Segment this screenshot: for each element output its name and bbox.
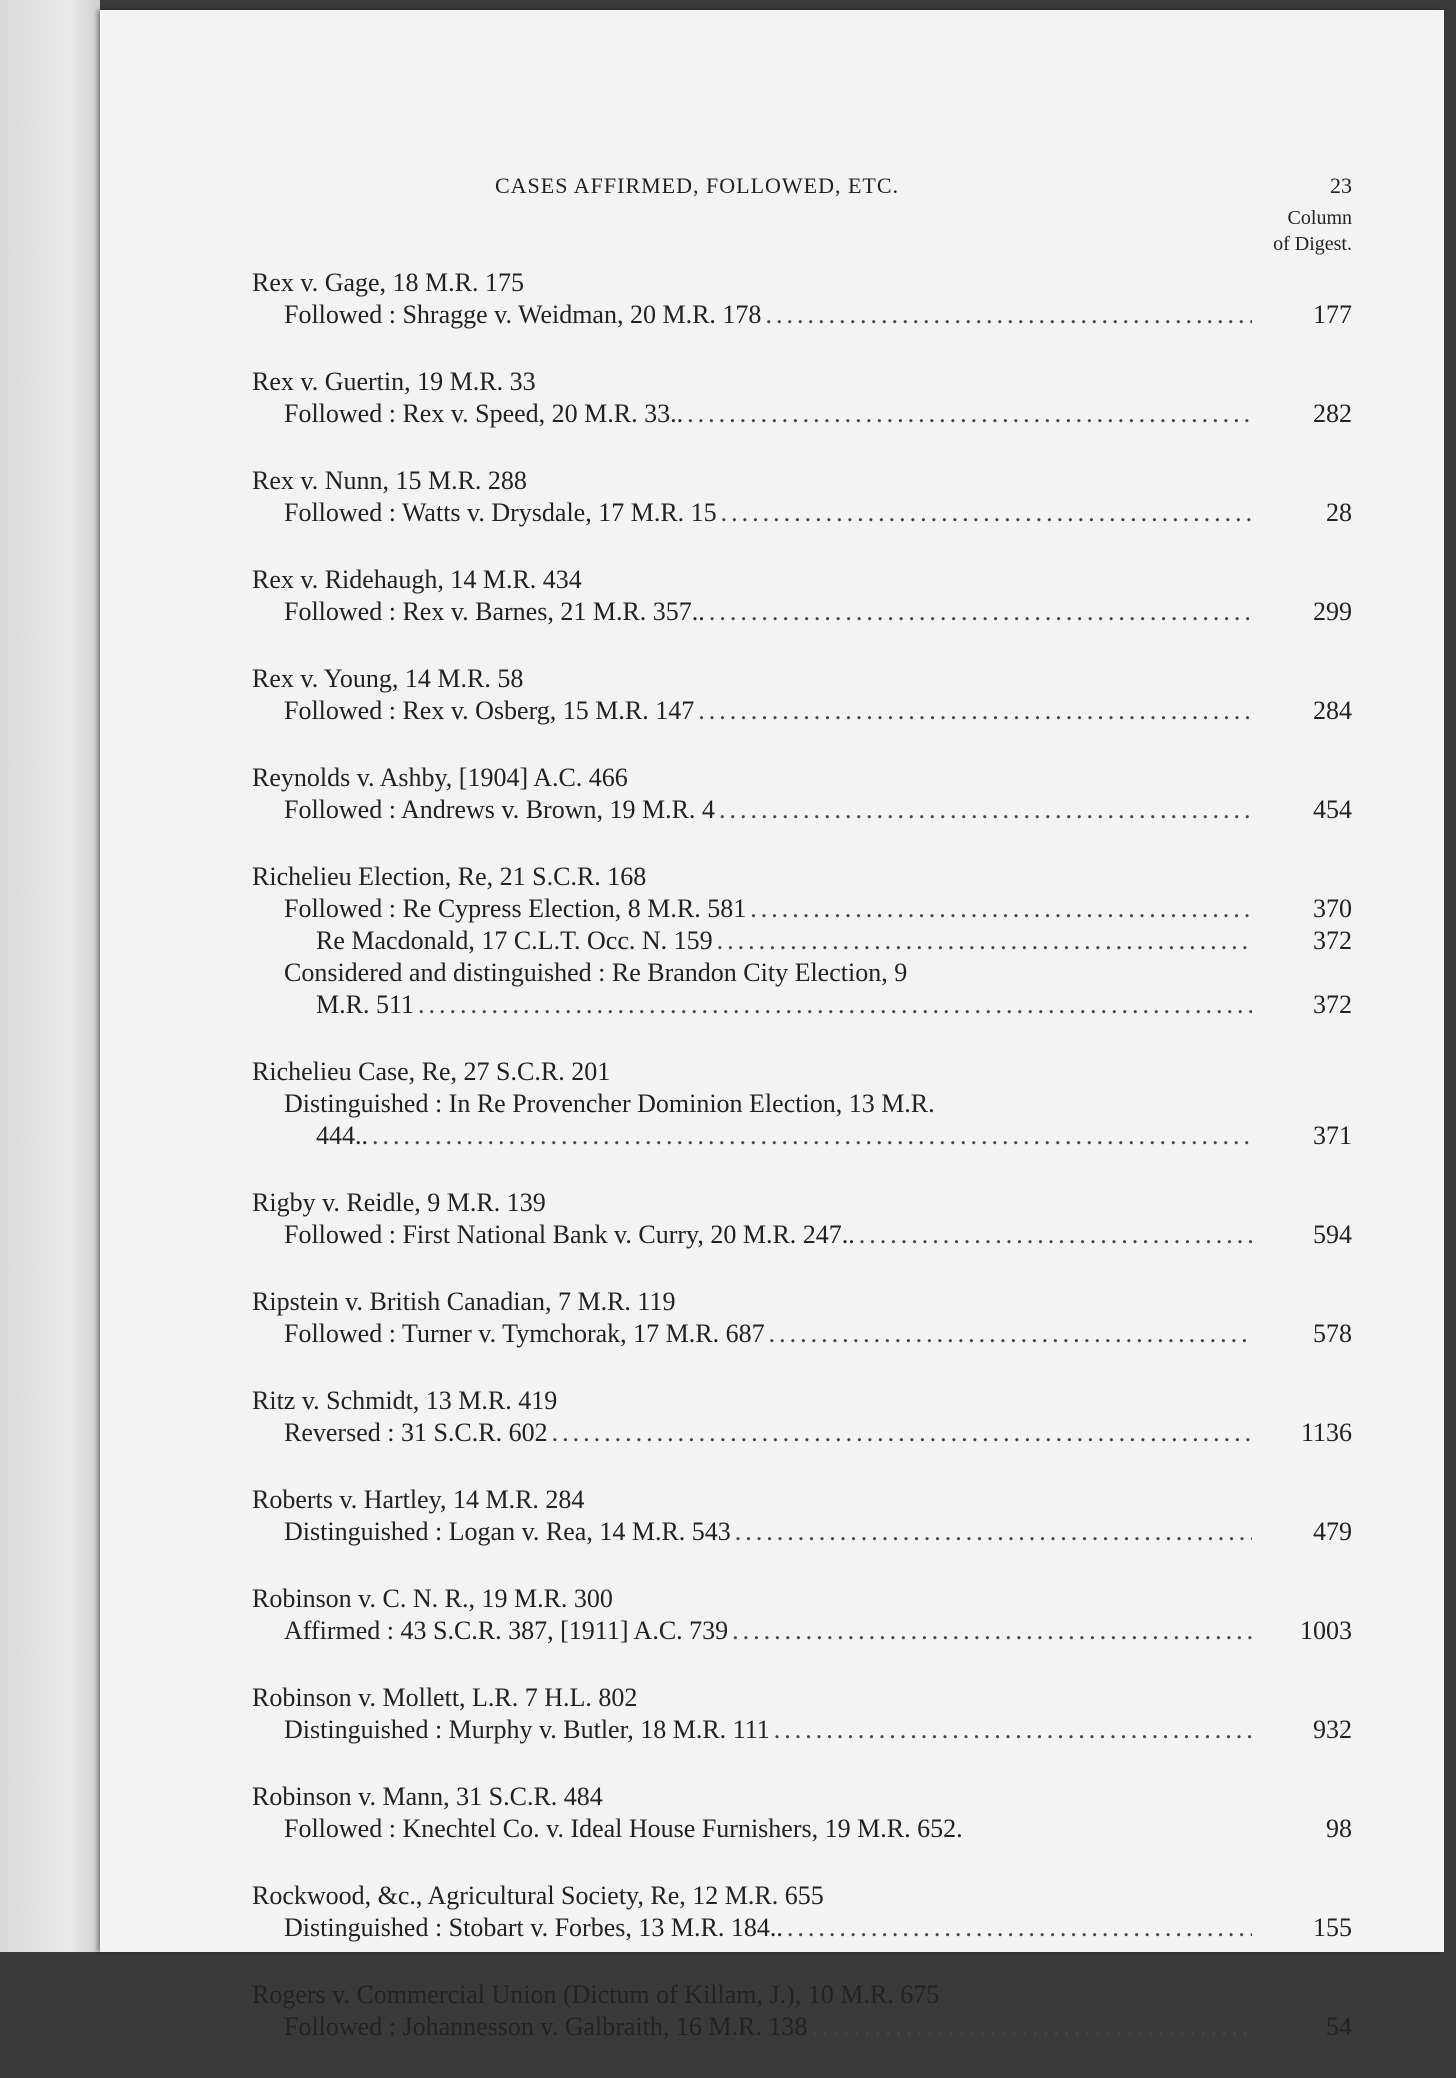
case-citation — [252, 762, 1352, 794]
case-citation-text: Reynolds v. Ashby, [1904] A.C. 466 — [252, 763, 628, 792]
column-heading-line-1: Column — [1287, 207, 1352, 229]
digest-column-number: 155 — [1313, 1913, 1352, 1942]
treatment-text: Followed : Andrews v. Brown, 19 M.R. 4 — [284, 795, 715, 824]
dot-leader — [765, 299, 1252, 331]
case-citation — [252, 267, 1352, 299]
treatment-text: Followed : First National Bank v. Curry, 20 M.R. 247.. — [284, 1220, 855, 1249]
dot-leader — [721, 497, 1252, 529]
digest-column-number: 578 — [1313, 1319, 1352, 1348]
treatment-text: Considered and distinguished : Re Brandon City Election, 9 — [284, 958, 908, 987]
dot-leader — [859, 1219, 1252, 1251]
treatment-text: Followed : Rex v. Barnes, 21 M.R. 357.. — [284, 597, 705, 626]
treatment-text: Distinguished : In Re Provencher Dominion Election, 13 M.R. — [284, 1089, 935, 1118]
dot-leader — [732, 1615, 1252, 1647]
case-citation — [252, 861, 1352, 893]
digest-column-number: 372 — [1313, 926, 1352, 955]
case-citation-text: Rex v. Gage, 18 M.R. 175 — [252, 268, 525, 297]
treatment-line — [252, 989, 1352, 1021]
dot-leader — [698, 695, 1252, 727]
digest-column-number: 1003 — [1300, 1616, 1352, 1645]
dot-leader — [687, 398, 1252, 430]
treatment-line — [252, 398, 1352, 430]
case-citation-text: Richelieu Election, Re, 21 S.C.R. 168 — [252, 862, 647, 891]
case-entry — [252, 1583, 1352, 1647]
column-heading — [1273, 205, 1352, 257]
case-entry — [252, 1187, 1352, 1251]
treatment-line — [252, 596, 1352, 628]
digest-column-number: 98 — [1326, 1814, 1352, 1843]
case-entry — [252, 366, 1352, 430]
case-entry — [252, 861, 1352, 1021]
case-citation-text: Robinson v. C. N. R., 19 M.R. 300 — [252, 1584, 613, 1613]
treatment-text: Re Macdonald, 17 C.L.T. Occ. N. 159 — [316, 926, 713, 955]
case-citation — [252, 1385, 1352, 1417]
digest-column-number: 284 — [1313, 696, 1352, 725]
case-entry — [252, 1056, 1352, 1152]
dot-leader — [774, 1714, 1252, 1746]
case-entry — [252, 1781, 1352, 1845]
treatment-text: Reversed : 31 S.C.R. 602 — [284, 1418, 548, 1447]
treatment-text: Followed : Knechtel Co. v. Ideal House Furnishers, 19 M.R. 652. — [284, 1814, 963, 1843]
case-citation-text: Rex v. Guertin, 19 M.R. 33 — [252, 367, 536, 396]
treatment-line — [252, 1088, 1352, 1120]
treatment-text: Followed : Rex v. Osberg, 15 M.R. 147 — [284, 696, 695, 725]
treatment-text: Followed : Johannesson v. Galbraith, 16 M.R. 138 — [284, 2012, 808, 2041]
treatment-line — [252, 1714, 1352, 1746]
treatment-line — [252, 1516, 1352, 1548]
digest-column-number: 370 — [1313, 894, 1352, 923]
digest-column-number: 54 — [1326, 2012, 1352, 2041]
dot-leader — [372, 1120, 1252, 1152]
digest-column-number: 28 — [1326, 498, 1352, 527]
case-citation-text: Roberts v. Hartley, 14 M.R. 284 — [252, 1485, 585, 1514]
dot-leader — [552, 1417, 1252, 1449]
dot-leader — [811, 2011, 1252, 2043]
treatment-line — [252, 695, 1352, 727]
digest-column-number: 1136 — [1300, 1418, 1352, 1447]
case-citation-text: Rockwood, &c., Agricultural Society, Re, 12 M.R. 655 — [252, 1881, 824, 1910]
case-entry — [252, 267, 1352, 331]
case-entry — [252, 1385, 1352, 1449]
case-citation-text: Ritz v. Schmidt, 13 M.R. 419 — [252, 1386, 558, 1415]
treatment-text: Distinguished : Logan v. Rea, 14 M.R. 543 — [284, 1517, 731, 1546]
dot-leader — [418, 989, 1252, 1021]
case-citation — [252, 1187, 1352, 1219]
case-citation — [252, 366, 1352, 398]
case-citation-text: Rex v. Nunn, 15 M.R. 288 — [252, 466, 527, 495]
digest-column-number: 372 — [1313, 990, 1352, 1019]
column-heading-line-2: of Digest. — [1273, 233, 1352, 255]
treatment-text: M.R. 511 — [316, 990, 414, 1019]
case-list — [252, 267, 1352, 2078]
treatment-line — [252, 1219, 1352, 1251]
case-citation-text: Robinson v. Mann, 31 S.C.R. 484 — [252, 1782, 603, 1811]
facing-page-edge — [0, 0, 100, 1952]
digest-column-number: 594 — [1313, 1220, 1352, 1249]
digest-column-number: 282 — [1313, 399, 1352, 428]
case-citation — [252, 1583, 1352, 1615]
dot-leader — [787, 1912, 1252, 1944]
case-entry — [252, 663, 1352, 727]
case-citation-text: Robinson v. Mollett, L.R. 7 H.L. 802 — [252, 1683, 638, 1712]
case-citation — [252, 1979, 1352, 2011]
case-entry — [252, 1880, 1352, 1944]
treatment-text: Affirmed : 43 S.C.R. 387, [1911] A.C. 739 — [284, 1616, 729, 1645]
page-header — [100, 165, 1444, 205]
treatment-line — [252, 1813, 1352, 1845]
treatment-text: Distinguished : Murphy v. Butler, 18 M.R. 111 — [284, 1715, 770, 1744]
treatment-line — [252, 794, 1352, 826]
case-entry — [252, 1979, 1352, 2043]
case-citation — [252, 663, 1352, 695]
case-entry — [252, 1286, 1352, 1350]
case-citation — [252, 1056, 1352, 1088]
page-number: 23 — [1330, 173, 1352, 198]
treatment-text: Followed : Rex v. Speed, 20 M.R. 33.. — [284, 399, 684, 428]
digest-column-number: 479 — [1313, 1517, 1352, 1546]
digest-column-number: 371 — [1313, 1121, 1352, 1150]
treatment-line — [252, 497, 1352, 529]
book-page — [100, 10, 1444, 2041]
case-citation — [252, 1781, 1352, 1813]
treatment-line — [252, 1615, 1352, 1647]
case-citation-text: Rex v. Young, 14 M.R. 58 — [252, 664, 524, 693]
treatment-text: 444.. — [316, 1121, 368, 1150]
treatment-text: Followed : Watts v. Drysdale, 17 M.R. 15 — [284, 498, 717, 527]
dot-leader — [717, 925, 1252, 957]
case-entry — [252, 1484, 1352, 1548]
treatment-text: Followed : Turner v. Tymchorak, 17 M.R. 687 — [284, 1319, 765, 1348]
treatment-line — [252, 957, 1352, 989]
digest-column-number: 454 — [1313, 795, 1352, 824]
treatment-text: Followed : Re Cypress Election, 8 M.R. 581 — [284, 894, 747, 923]
running-head: CASES AFFIRMED, FOLLOWED, ETC. — [495, 173, 900, 198]
treatment-line — [252, 893, 1352, 925]
dot-leader — [750, 893, 1252, 925]
treatment-line — [252, 1912, 1352, 1944]
case-citation — [252, 564, 1352, 596]
dot-leader — [719, 794, 1252, 826]
case-citation — [252, 1484, 1352, 1516]
treatment-line — [252, 1417, 1352, 1449]
treatment-line — [252, 299, 1352, 331]
case-citation-text: Rigby v. Reidle, 9 M.R. 139 — [252, 1188, 546, 1217]
digest-column-number: 299 — [1313, 597, 1352, 626]
digest-column-number: 177 — [1313, 300, 1352, 329]
dot-leader — [735, 1516, 1252, 1548]
case-citation-text: Richelieu Case, Re, 27 S.C.R. 201 — [252, 1057, 611, 1086]
treatment-line — [252, 1318, 1352, 1350]
digest-column-number: 932 — [1313, 1715, 1352, 1744]
case-citation — [252, 1286, 1352, 1318]
case-citation-text: Ripstein v. British Canadian, 7 M.R. 119 — [252, 1287, 676, 1316]
dot-leader — [769, 1318, 1252, 1350]
case-citation-text: Rex v. Ridehaugh, 14 M.R. 434 — [252, 565, 582, 594]
case-citation-text: Rogers v. Commercial Union (Dictum of Killam, J.), 10 M.R. 675 — [252, 1980, 940, 2009]
case-citation — [252, 465, 1352, 497]
case-entry — [252, 564, 1352, 628]
treatment-line — [252, 1120, 1352, 1152]
case-entry — [252, 465, 1352, 529]
case-citation — [252, 1682, 1352, 1714]
treatment-line — [252, 925, 1352, 957]
dot-leader — [709, 596, 1252, 628]
treatment-text: Distinguished : Stobart v. Forbes, 13 M.R. 184.. — [284, 1913, 783, 1942]
case-entry — [252, 762, 1352, 826]
case-citation — [252, 1880, 1352, 1912]
treatment-text: Followed : Shragge v. Weidman, 20 M.R. 178 — [284, 300, 762, 329]
treatment-line — [252, 2011, 1352, 2043]
case-entry — [252, 1682, 1352, 1746]
